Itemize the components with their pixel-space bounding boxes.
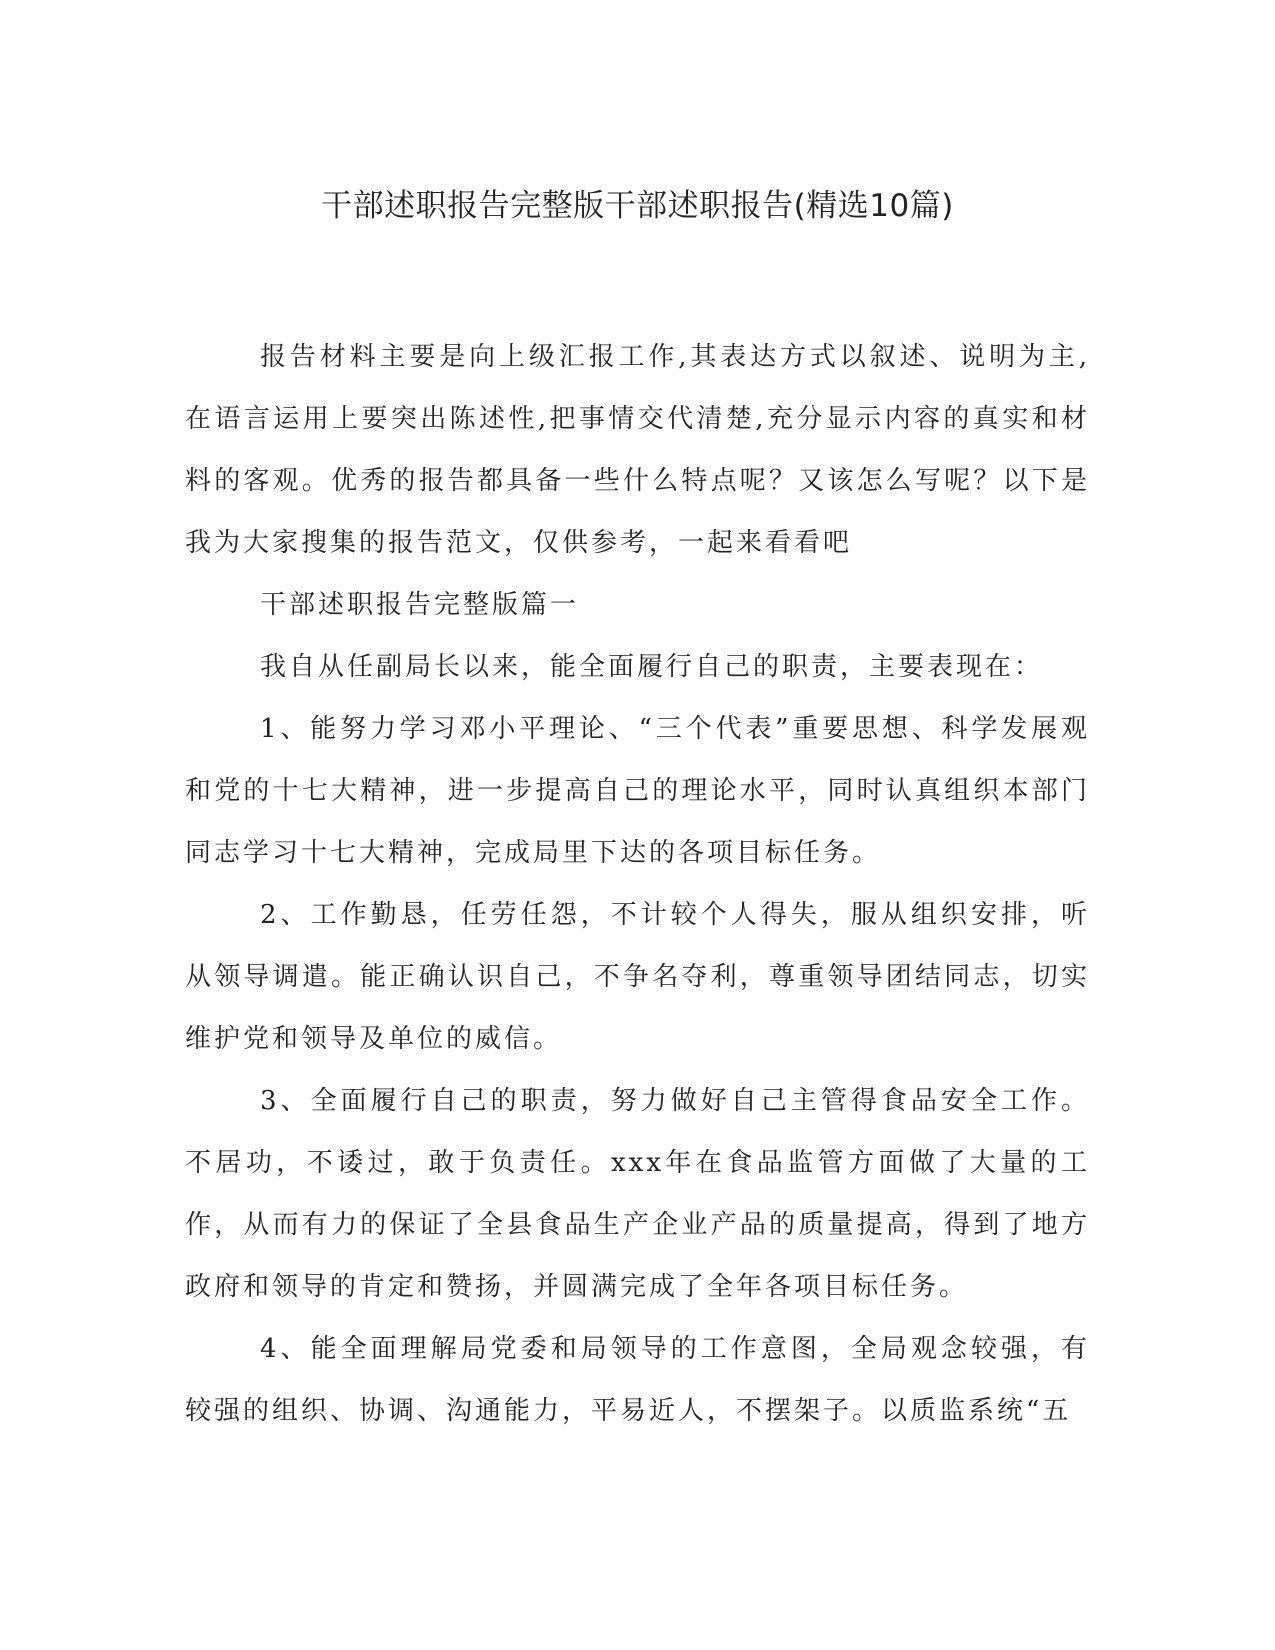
list-item-2: 2、工作勤恳，任劳任怨，不计较个人得失，服从组织安排，听从领导调遣。能正确认识自己，不争名夺利，尊重领导团结同志，切实维护党和领导及单位的威信。 <box>185 900 1090 1054</box>
list-item-1: 1、能努力学习邓小平理论、“三个代表”重要思想、科学发展观和党的十七大精神，进一步提高自己的理论水平，同时认真组织本部门同志学习十七大精神，完成局里下达的各项目标任务。 <box>185 714 1090 868</box>
document-body <box>185 326 1090 1442</box>
section-heading: 干部述职报告完整版篇一 <box>260 590 580 620</box>
intro-paragraph: 报告材料主要是向上级汇报工作,其表达方式以叙述、说明为主,在语言运用上要突出陈述性,把事情交代清楚,充分显示内容的真实和材料的客观。优秀的报告都具备一些什么特点呢？又该怎么写呢？以下是我为大家搜集的报告范文，仅供参考，一起来看看吧 <box>185 342 1090 558</box>
opening-paragraph: 我自从任副局长以来，能全面履行自己的职责，主要表现在： <box>260 652 1044 682</box>
list-item-3: 3、全面履行自己的职责，努力做好自己主管得食品安全工作。不居功，不诿过，敢于负责任。xxx年在食品监管方面做了大量的工作，从而有力的保证了全县食品生产企业产品的质量提高，得到了地方政府和领导的肯定和赞扬，并圆满完成了全年各项目标任务。 <box>185 1086 1090 1302</box>
list-item-4: 4、能全面理解局党委和局领导的工作意图，全局观念较强，有较强的组织、协调、沟通能力，平易近人，不摆架子。以质监系统“五 <box>185 1334 1090 1426</box>
document-title: 干部述职报告完整版干部述职报告(精选10篇) <box>321 188 954 224</box>
